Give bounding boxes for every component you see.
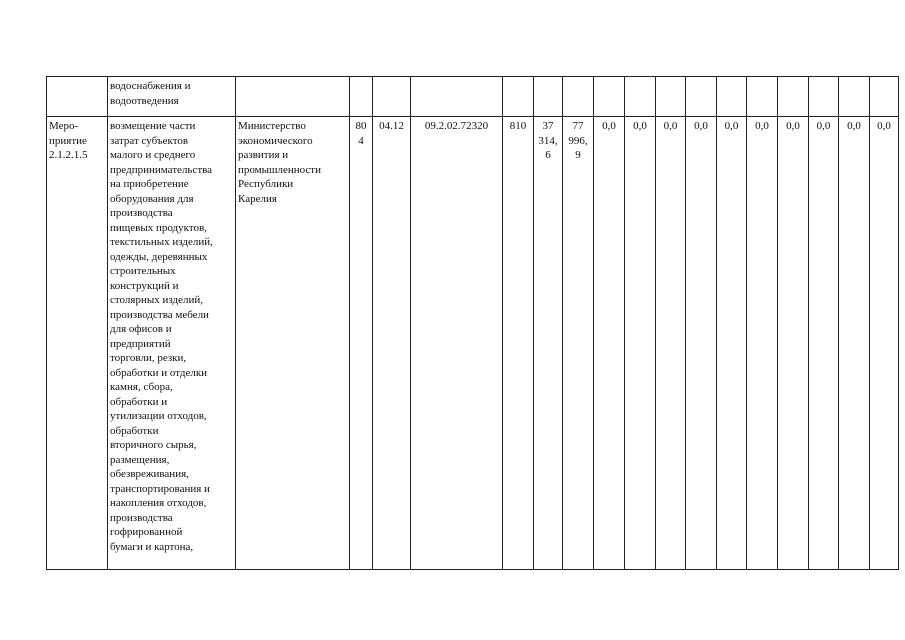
cell-section: 04.12 [373,117,411,570]
cell-grbs [350,77,373,117]
cell-value-zero: 0,0 [809,117,839,570]
cell-value-zero: 0,0 [656,117,686,570]
cell-value-zero: 0,0 [778,117,809,570]
cell-value [809,77,839,117]
cell-target-article: 09.2.02.72320 [411,117,503,570]
cell-description: возмещение части затрат субъектов малого и среднего предпринимательства на приобретение оборудования для производства пищевых продуктов, текстильных изделий, одежды, деревянных строительных конструкций и столярных изделий, производства мебели для офисов и предприятий торговли, резки, обработки и отделки камня, сбора, обработки и утилизации отходов, обработки вторичного сырья, размещения, обезвреживания, транспортирования и накопления отходов, производства гофрированной бумаги и картона, [108,117,236,570]
cell-value-2014: 37 314, 6 [534,117,563,570]
cell-description: водоснабжения и водоотведения [108,77,236,117]
cell-executor [236,77,350,117]
cell-executor: Министерство экономического развития и промышленности Республики Карелия [236,117,350,570]
table-row-event [47,117,899,570]
cell-target-article [411,77,503,117]
cell-grbs: 80 4 [350,117,373,570]
cell-value [625,77,656,117]
cell-value-zero: 0,0 [717,117,747,570]
cell-value-zero: 0,0 [747,117,778,570]
table-row-continued [47,77,899,117]
cell-value-zero: 0,0 [870,117,899,570]
cell-value [594,77,625,117]
cell-value [839,77,870,117]
cell-value-zero: 0,0 [686,117,717,570]
cell-value [870,77,899,117]
cell-section [373,77,411,117]
cell-value [778,77,809,117]
cell-value-zero: 0,0 [625,117,656,570]
cell-expense-type: 810 [503,117,534,570]
cell-value-zero: 0,0 [839,117,870,570]
cell-expense-type [503,77,534,117]
budget-table [46,76,899,570]
cell-value [717,77,747,117]
cell-value [563,77,594,117]
cell-value [747,77,778,117]
cell-value [534,77,563,117]
cell-value [656,77,686,117]
cell-value-zero: 0,0 [594,117,625,570]
cell-event-id: Меро- приятие 2.1.2.1.5 [47,117,108,570]
cell-event-id [47,77,108,117]
cell-value [686,77,717,117]
cell-value-2015: 77 996, 9 [563,117,594,570]
